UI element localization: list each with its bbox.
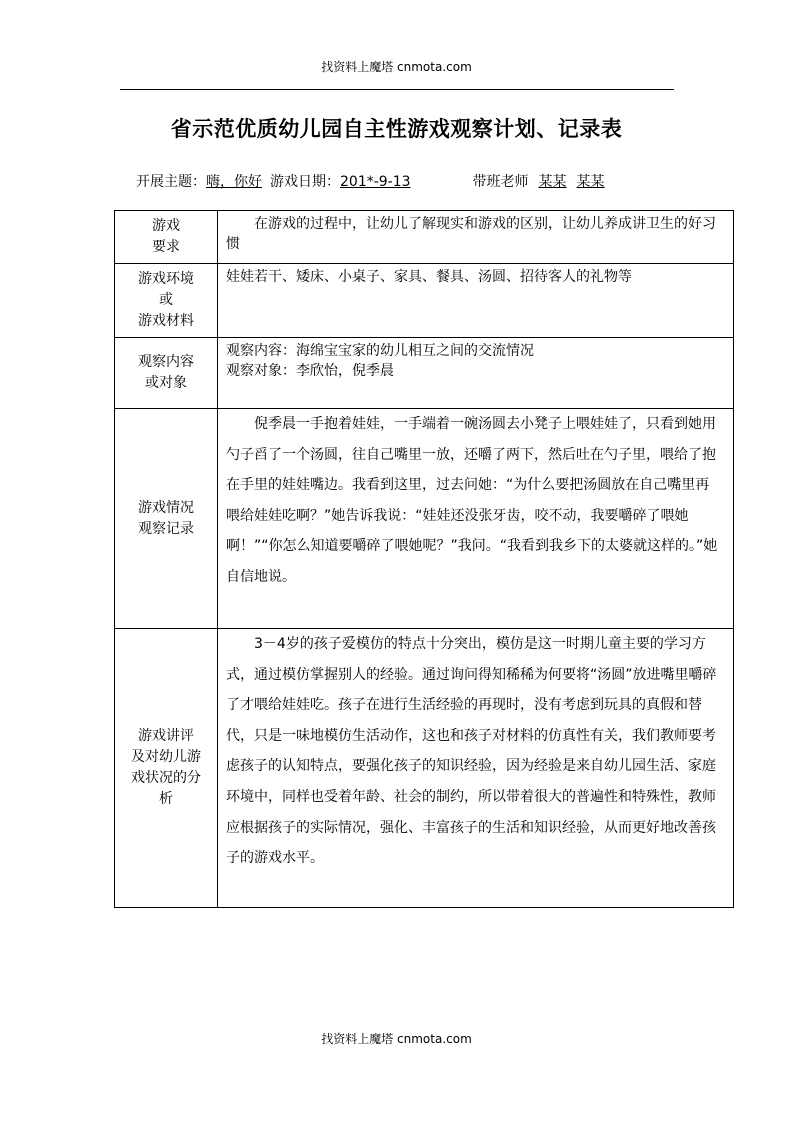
row-label-record: 游戏情况 观察记录 bbox=[115, 409, 218, 629]
row-content-analysis: 3－4岁的孩子爱模仿的特点十分突出，模仿是这一时期儿童主要的学习方式，通过模仿掌握别人的经验。通过询问得知稀稀为何要将“汤圆”放进嘴里嚼碎了才喂给娃娃吃。孩子在进行生活经验的再现时，没有考虑到玩具的真假和替代，只是一味地模仿生活动作，这也和孩子对材料的仿真性有关，我们教师要考虑孩子的认知特点，要强化孩子的知识经验，因为经验是来自幼儿园生活、家庭环境中，同样也受着年龄、社会的制约，所以带着很大的普遍性和特殊性，教师应根据孩子的实际情况，强化、丰富孩子的生活和知识经验，从而更好地改善孩子的游戏水平。 bbox=[218, 629, 734, 908]
document-title: 省示范优质幼儿园自主性游戏观察计划、记录表 bbox=[170, 116, 623, 141]
row-content-record: 倪季晨一手抱着娃娃，一手端着一碗汤圆去小凳子上喂娃娃了，只看到她用勺子舀了一个汤圆，往自己嘴里一放，还嚼了两下，然后吐在勺子里，喂给了抱在手里的娃娃嘴边。我看到这里，过去问她：“为什么要把汤圆放在自己嘴里再喂给娃娃吃啊？”她告诉我说：“娃娃还没张牙齿，咬不动，我要嚼碎了喂她啊！”“你怎么知道要嚼碎了喂她呢？”我问。“我看到我乡下的太婆就这样的。”她自信地说。 bbox=[218, 409, 734, 629]
table-row bbox=[115, 409, 734, 629]
table-row bbox=[115, 629, 734, 908]
table-row bbox=[115, 211, 734, 264]
header-divider bbox=[120, 89, 674, 90]
observation-target-line: 观察对象：李欣怡，倪季晨 bbox=[226, 363, 394, 379]
teacher-label: 带班老师 bbox=[472, 174, 529, 190]
row-content-materials: 娃娃若干、矮床、小桌子、家具、餐具、汤圆、招待客人的礼物等 bbox=[218, 264, 734, 338]
table-row bbox=[115, 264, 734, 338]
teacher-name-1: 某某 bbox=[538, 174, 567, 190]
page-header: 找资料上魔塔 cnmota.com bbox=[321, 60, 472, 74]
row-content-observation-target bbox=[218, 338, 734, 409]
table-row bbox=[115, 338, 734, 409]
row-label-requirements: 游戏 要求 bbox=[115, 211, 218, 264]
teacher-name-2: 某某 bbox=[576, 174, 605, 190]
page-footer: 找资料上魔塔 cnmota.com bbox=[321, 1032, 472, 1046]
date-value: 201*-9-13 bbox=[340, 174, 411, 190]
row-label-materials: 游戏环境 或 游戏材料 bbox=[115, 264, 218, 338]
row-label-analysis: 游戏讲评 及对幼儿游 戏状况的分 析 bbox=[115, 629, 218, 908]
info-line bbox=[136, 171, 696, 193]
observation-content-line: 观察内容：海绵宝宝家的幼儿相互之间的交流情况 bbox=[226, 343, 534, 359]
row-label-observation-target: 观察内容 或对象 bbox=[115, 338, 218, 409]
row-content-requirements: 在游戏的过程中，让幼儿了解现实和游戏的区别，让幼儿养成讲卫生的好习惯 bbox=[218, 211, 734, 264]
date-label: 游戏日期： bbox=[270, 174, 340, 190]
observation-table bbox=[114, 210, 734, 908]
theme-value: 嗨，你好 bbox=[206, 174, 262, 190]
theme-label: 开展主题： bbox=[136, 174, 206, 190]
